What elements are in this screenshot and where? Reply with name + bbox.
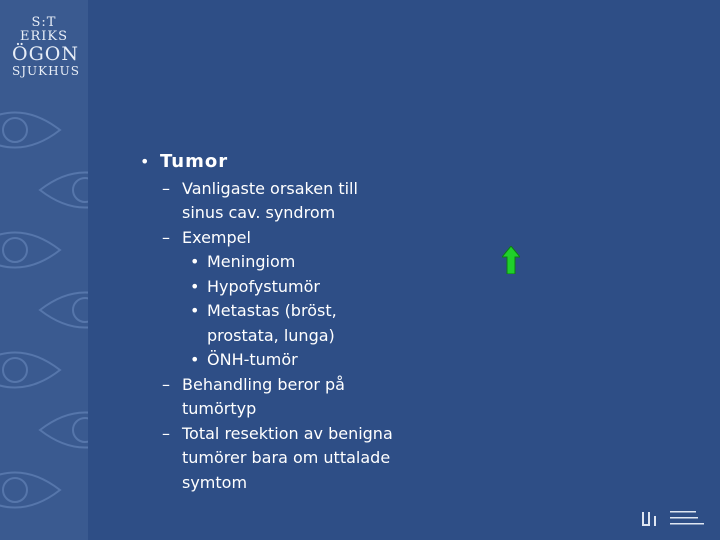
list-item: [140, 422, 460, 496]
list-item-text: Behandling beror på tumörtyp: [182, 374, 345, 418]
list-item-text: ÖNH-tumör: [207, 350, 298, 369]
bullet-mark: •: [140, 152, 150, 171]
list-item: [140, 275, 460, 300]
dash-mark: –: [162, 423, 170, 443]
list-item: [140, 373, 460, 422]
bullet-mark: •: [190, 276, 200, 296]
dash-mark: –: [162, 178, 170, 198]
heading-row: [140, 150, 460, 175]
bullet-mark: •: [190, 350, 200, 369]
hospital-logo: [12, 15, 80, 78]
bullet-mark: •: [190, 301, 200, 320]
institution-logo-icon: [640, 508, 710, 530]
list-item: [140, 348, 460, 373]
list-item-text: Meningiom: [207, 252, 296, 271]
slide-content: [140, 150, 460, 495]
list-item-text: Exempel: [182, 227, 251, 247]
list-item-text: Hypofystumör: [207, 276, 320, 296]
list-item: [140, 226, 460, 251]
logo-line-2: ÖGON: [12, 43, 79, 65]
arrow-up-icon: [502, 246, 520, 274]
decorative-eye-pattern-icon: [0, 0, 88, 540]
slide-heading: Tumor: [160, 151, 229, 172]
dash-mark: –: [162, 227, 170, 247]
list-item: [140, 299, 460, 348]
logo-line-3: SJUKHUS: [12, 64, 80, 78]
logo-line-1: S:T ERIKS: [19, 15, 69, 44]
list-item: [140, 177, 460, 226]
list-item-text: Vanligaste orsaken till sinus cav. syndrom: [182, 178, 358, 222]
list-item-text: Total resektion av benigna tumörer bara om uttalade symtom: [182, 423, 393, 492]
dash-mark: –: [162, 374, 170, 394]
list-item-text: Metastas (bröst, prostata, lunga): [207, 301, 337, 345]
list-item: [140, 250, 460, 275]
bullet-mark: •: [190, 252, 200, 271]
sidebar-panel: [0, 0, 88, 540]
